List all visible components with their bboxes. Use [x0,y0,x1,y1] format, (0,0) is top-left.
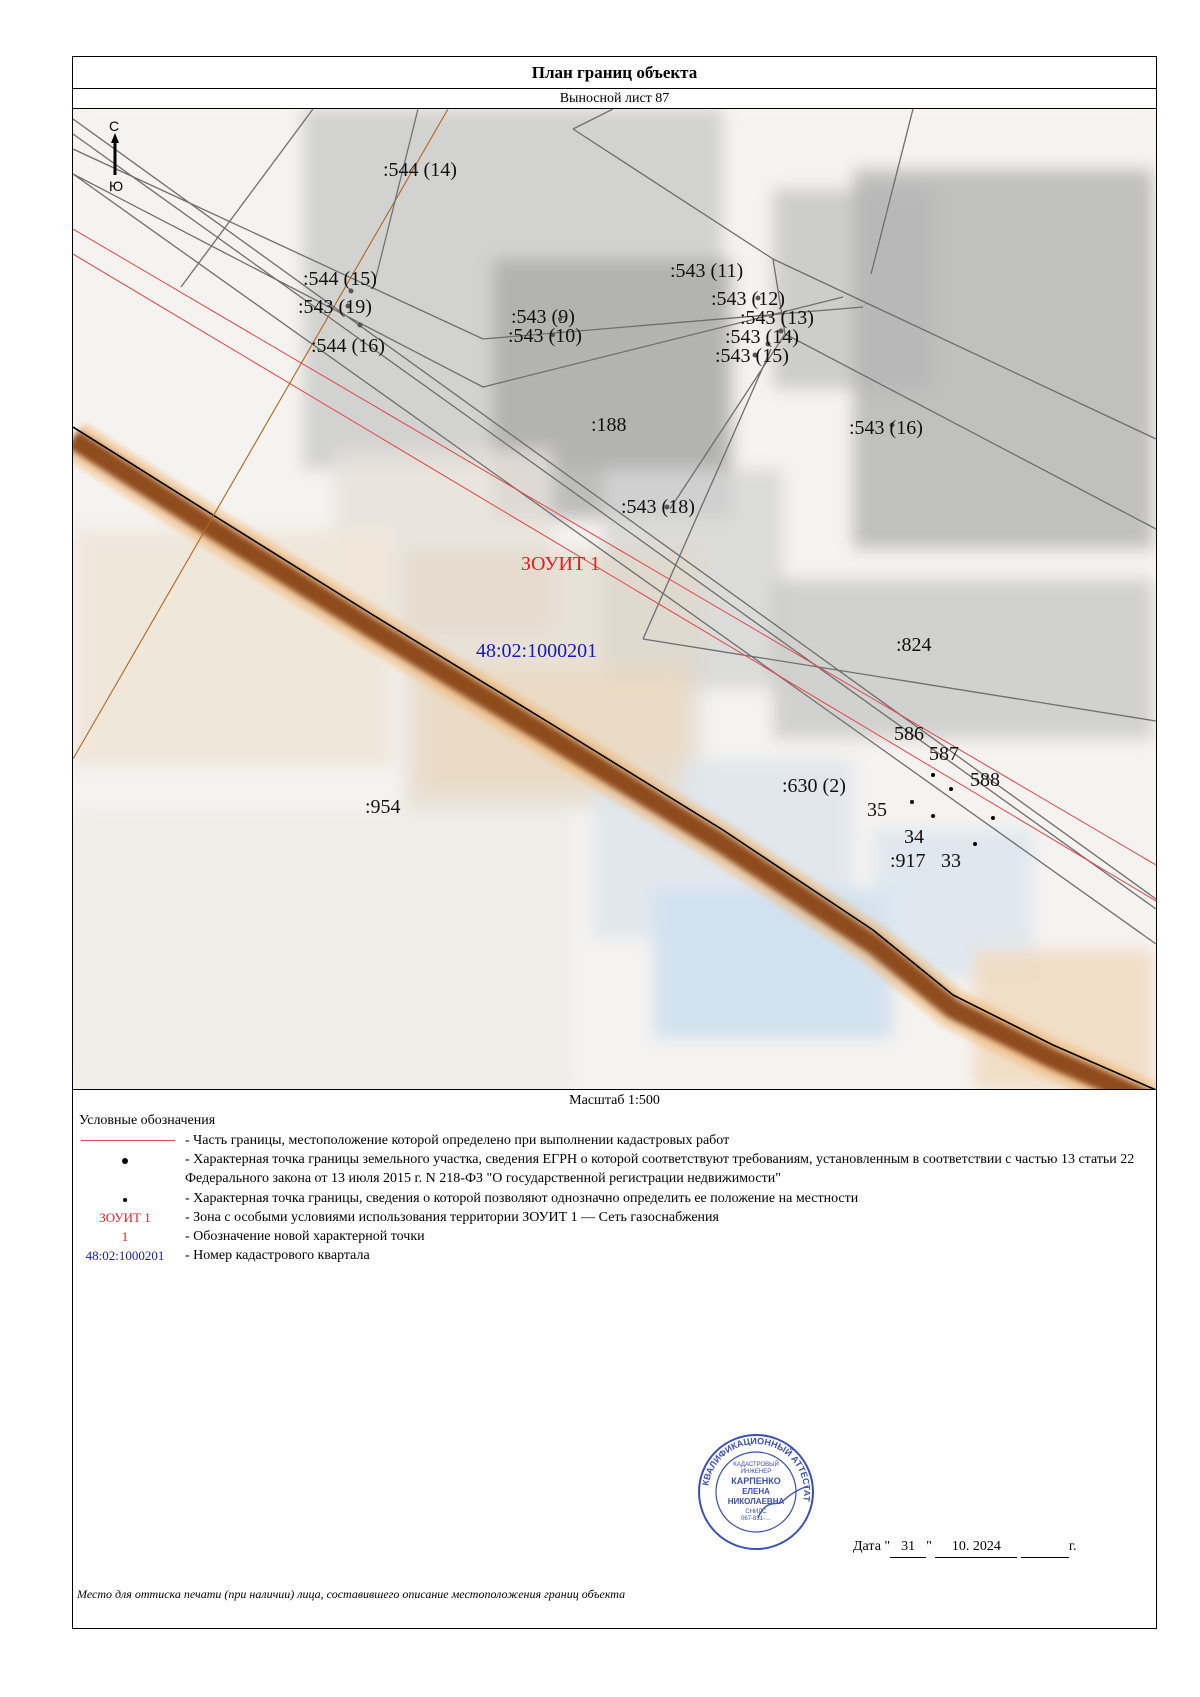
label-543-11: :543 (11) [670,260,744,282]
label-point-586: 586 [894,723,924,745]
stamp-ring-text: КВАЛИФИКАЦИОННЫЙ АТТЕСТАТ [700,1435,813,1503]
legend-text: - Характерная точка границы, сведения о которой позволяют однозначно определить ее положение на местности [185,1191,859,1206]
big-dot-symbol [122,1158,128,1164]
label-543-12: :543 (12) [711,288,785,310]
sheet-subtitle: Выносной лист 87 [73,89,1156,109]
legend-text: - Зона с особыми условиями использования территории ЗОУИТ 1 — Сеть газоснабжения [185,1210,719,1225]
map-scale: Масштаб 1:500 [569,1093,660,1108]
legend-text: - Характерная точка границы земельного участка, сведения ЕГРН о которой соответствуют требованиям, установленным в соответствии с частью 13 статьи 22 Федерального закона от 13 июля 2015 г. N 218-ФЗ "О государственной регистрации недвижимости" [185,1152,1135,1186]
engineer-stamp [696,1432,816,1552]
quarter-symbol: 48:02:1000201 [85,1248,165,1263]
label-point-35: 35 [867,799,887,821]
label-point-33: 33 [941,850,961,872]
label-543-10: :543 (10) [508,325,582,347]
label-544-15: :544 (15) [303,268,377,290]
stamp-line: НИКОЛАЕВНА [727,1497,785,1506]
aerial-imagery [73,109,1156,1089]
label-954: :954 [365,796,401,818]
label-543-19: :543 (19) [298,296,372,318]
label-quarter: 48:02:1000201 [476,640,598,662]
south-label: Ю [109,178,124,194]
new-point-symbol: 1 [121,1229,129,1244]
page-title: План границ объекта [73,57,1156,89]
date-month-year: 10. 2024 [935,1537,1017,1558]
label-543-13: :543 (13) [740,307,814,329]
label-188: :188 [591,414,627,436]
label-543-16: :543 (16) [849,417,923,439]
north-label: С [109,118,120,134]
red-line-symbol [81,1140,175,1141]
stamp-line: 067-831-… [740,1516,772,1522]
label-543-14: :543 (14) [725,326,799,348]
label-543-9: :543 (9) [511,306,575,328]
cadastral-map [73,109,1156,1090]
stamp-line: КАРПЕНКО [731,1476,781,1486]
label-543-15: :543 (15) [715,345,789,367]
zouit-symbol: ЗОУИТ 1 [99,1210,151,1225]
date-blank [1021,1537,1069,1558]
footer-note: Место для оттиска печати (при наличии) лица, составившего описание местоположения границ объекта [77,1587,626,1601]
small-dot-symbol [123,1198,127,1202]
label-zouit: ЗОУИТ 1 [521,553,601,575]
label-543-18: :543 (18) [621,496,695,518]
label-917: :917 [890,850,926,872]
date-prefix: Дата " [853,1539,891,1554]
label-point-587: 587 [929,743,959,765]
label-point-34: 34 [904,826,924,848]
label-point-588: 588 [970,769,1000,791]
date-suffix: г. [1068,1539,1077,1554]
legend-text: - Обозначение новой характерной точки [185,1229,425,1244]
legend-text: - Номер кадастрового квартала [185,1248,370,1263]
date-block [853,1537,1077,1558]
stamp-line: КАДАСТРОВЫЙ [733,1462,779,1468]
label-544-16: :544 (16) [311,335,385,357]
map-canvas [73,109,1156,1089]
stamp-line: СНИЛС [745,1509,767,1515]
legend-title: Условные обозначения [79,1113,216,1128]
date-day: 31 [890,1537,926,1558]
plan-sheet [72,56,1157,1629]
label-630-2: :630 (2) [782,775,846,797]
label-824: :824 [896,634,932,656]
legend-text: - Часть границы, местоположение которой определено при выполнении кадастровых работ [185,1133,730,1148]
date-mid: " [926,1539,932,1554]
stamp-line: ИНЖЕНЕР [740,1469,772,1475]
label-544-14: :544 (14) [383,159,457,181]
stamp-line: ЕЛЕНА [742,1487,770,1496]
